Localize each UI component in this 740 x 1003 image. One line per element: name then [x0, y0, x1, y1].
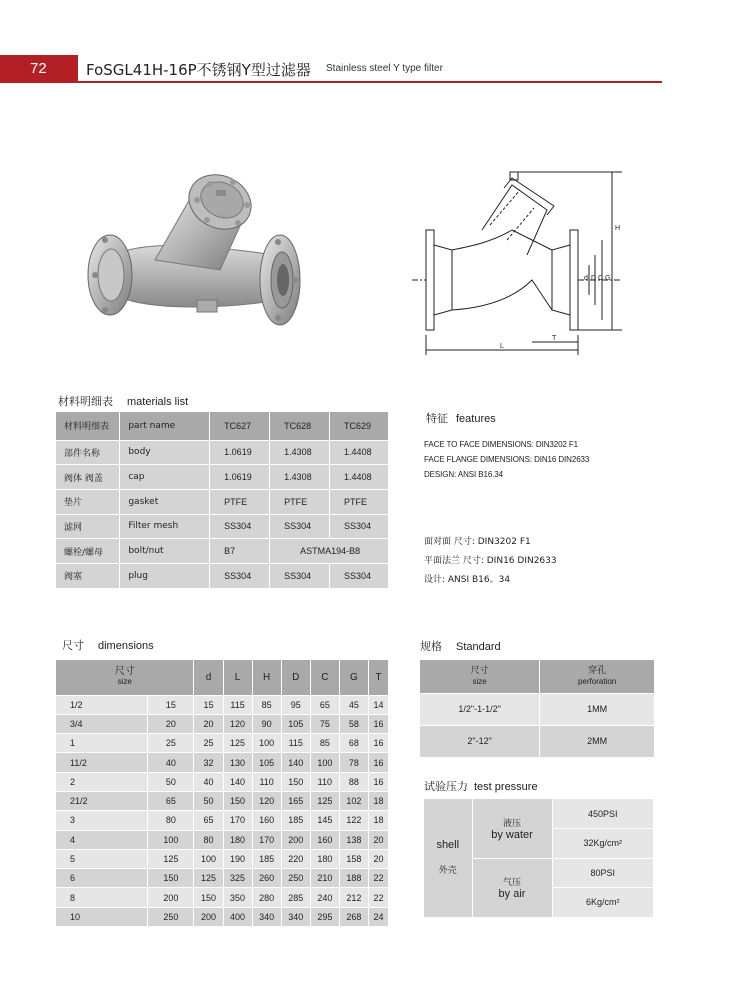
table-header-row: 尺寸 size d L H D C G T: [56, 660, 389, 695]
table-cell: 3: [56, 811, 148, 830]
table-cell: 150: [223, 791, 252, 810]
table-cell: 188: [339, 869, 368, 888]
table-cell: 20: [194, 714, 223, 733]
page-number: 72: [0, 55, 78, 83]
table-cell: 115: [281, 734, 310, 753]
table-cell: 3/4: [56, 714, 148, 733]
standard-table: [420, 660, 655, 758]
table-cell: 20: [148, 714, 194, 733]
feature-line: DESIGN: ANSI B16.34: [424, 470, 504, 479]
standard-title: 规格 Standard: [420, 640, 501, 653]
table-cell: 65: [310, 695, 339, 714]
table-cell: 115: [223, 695, 252, 714]
table-row: 2"-12" 2MM: [420, 725, 655, 757]
table-cell: 10: [56, 907, 148, 926]
table-cell: 180: [223, 830, 252, 849]
table-cell: 125: [148, 849, 194, 868]
table-cell: 200: [148, 888, 194, 907]
table-cell: 125: [310, 791, 339, 810]
table-cell: 140: [281, 753, 310, 772]
table-cell: 16: [368, 714, 388, 733]
table-header-row: 材料明细表 part name TC627 TC628 TC629: [56, 412, 389, 440]
table-cell: 165: [281, 791, 310, 810]
table-cell: 240: [310, 888, 339, 907]
dim-label-d-upper: D: [591, 275, 597, 282]
table-row: 6Kg/cm²: [424, 888, 654, 918]
header-rule: [78, 81, 662, 83]
table-cell: 2: [56, 772, 148, 791]
table-cell: 25: [148, 734, 194, 753]
table-cell: 68: [339, 734, 368, 753]
table-cell: 122: [339, 811, 368, 830]
table-cell: 110: [252, 772, 281, 791]
table-cell: 80: [148, 811, 194, 830]
table-cell: 100: [252, 734, 281, 753]
page-header: [0, 55, 662, 83]
table-row: [56, 869, 389, 888]
table-cell: 65: [148, 791, 194, 810]
table-cell: 145: [310, 811, 339, 830]
table-row: 32Kg/cm²: [424, 829, 654, 859]
table-row: [56, 734, 389, 753]
table-cell: 158: [339, 849, 368, 868]
table-row: [56, 888, 389, 907]
table-row: 部件名称 body 1.0619 1.4308 1.4408: [56, 440, 389, 465]
table-cell: 1/2: [56, 695, 148, 714]
table-cell: 100: [310, 753, 339, 772]
table-cell: 185: [281, 811, 310, 830]
dimensions-title: 尺寸 dimensions: [62, 639, 154, 652]
table-row: 1/2"-1-1/2" 1MM: [420, 693, 655, 725]
table-cell: 21/2: [56, 791, 148, 810]
table-cell: 85: [252, 695, 281, 714]
table-row: 气压 by air 80PSI: [424, 858, 654, 888]
table-row: shell 外壳 液压 by water 450PSI: [424, 799, 654, 829]
dim-label-t: T: [552, 335, 557, 342]
table-cell: 340: [252, 907, 281, 926]
table-cell: 14: [368, 695, 388, 714]
table-cell: 170: [223, 811, 252, 830]
table-cell: 120: [252, 791, 281, 810]
table-cell: 325: [223, 869, 252, 888]
table-cell: 15: [194, 695, 223, 714]
table-cell: 110: [310, 772, 339, 791]
table-cell: 20: [368, 849, 388, 868]
table-cell: 285: [281, 888, 310, 907]
table-cell: 185: [252, 849, 281, 868]
table-cell: 22: [368, 888, 388, 907]
table-cell: 18: [368, 791, 388, 810]
table-cell: 120: [223, 714, 252, 733]
table-cell: 22: [368, 869, 388, 888]
table-row: [56, 811, 389, 830]
table-row: [56, 849, 389, 868]
product-photo: [85, 160, 310, 345]
table-cell: 100: [194, 849, 223, 868]
materials-table: [56, 412, 389, 589]
dim-label-h: H: [615, 225, 621, 232]
features-title: 特征 features: [426, 412, 496, 425]
materials-title: 材料明细表 materials list: [58, 395, 189, 408]
table-row: [56, 907, 389, 926]
table-cell: 65: [194, 811, 223, 830]
table-cell: 85: [310, 734, 339, 753]
test-pressure-table: [424, 799, 654, 918]
table-cell: 200: [194, 907, 223, 926]
table-cell: 8: [56, 888, 148, 907]
table-cell: 20: [368, 830, 388, 849]
table-row: 滤网 Filter mesh SS304 SS304 SS304: [56, 514, 389, 539]
table-cell: 95: [281, 695, 310, 714]
table-cell: 16: [368, 734, 388, 753]
table-cell: 25: [194, 734, 223, 753]
table-cell: 260: [252, 869, 281, 888]
table-cell: 220: [281, 849, 310, 868]
table-cell: 100: [148, 830, 194, 849]
table-row: 螺栓/螺母 bolt/nut B7 ASTMA194-B8: [56, 539, 389, 564]
dim-label-g: G: [605, 275, 611, 282]
table-cell: 212: [339, 888, 368, 907]
table-cell: 40: [194, 772, 223, 791]
table-cell: 18: [368, 811, 388, 830]
feature-line-cn: 面对面 尺寸: DIN3202 F1: [424, 537, 531, 547]
table-cell: 190: [223, 849, 252, 868]
table-cell: 250: [148, 907, 194, 926]
page-title: FoSGL41H-16P不锈钢Y型过滤器: [86, 61, 311, 79]
table-cell: 5: [56, 849, 148, 868]
table-cell: 75: [310, 714, 339, 733]
table-header-row: 尺寸 size 穿孔 perforation: [420, 660, 655, 693]
table-row: [56, 772, 389, 791]
table-cell: 150: [194, 888, 223, 907]
table-cell: 140: [223, 772, 252, 791]
dimensions-table: [56, 660, 389, 927]
table-cell: 150: [281, 772, 310, 791]
feature-line-cn: 设计: ANSI B16。34: [424, 575, 511, 585]
test-pressure-title: 试验压力 test pressure: [424, 780, 538, 793]
table-cell: 268: [339, 907, 368, 926]
table-cell: 350: [223, 888, 252, 907]
table-cell: 88: [339, 772, 368, 791]
table-cell: 105: [281, 714, 310, 733]
dim-label-c: C: [598, 275, 604, 282]
table-row: 垫片 gasket PTFE PTFE PTFE: [56, 489, 389, 514]
table-cell: 11/2: [56, 753, 148, 772]
dim-label-d-lower: d: [584, 275, 588, 282]
table-cell: 90: [252, 714, 281, 733]
table-cell: 45: [339, 695, 368, 714]
technical-drawing: [412, 170, 632, 360]
table-cell: 160: [252, 811, 281, 830]
feature-line: FACE FLANGE DIMENSIONS: DIN16 DIN2633: [424, 455, 590, 464]
table-cell: 125: [194, 869, 223, 888]
table-cell: 170: [252, 830, 281, 849]
table-cell: 1: [56, 734, 148, 753]
table-cell: 32: [194, 753, 223, 772]
table-cell: 6: [56, 869, 148, 888]
table-cell: 16: [368, 753, 388, 772]
table-cell: 210: [310, 869, 339, 888]
table-cell: 78: [339, 753, 368, 772]
table-cell: 58: [339, 714, 368, 733]
table-row: [56, 695, 389, 714]
table-row: [56, 791, 389, 810]
table-cell: 200: [281, 830, 310, 849]
table-cell: 102: [339, 791, 368, 810]
page-subtitle: Stainless steel Y type filter: [326, 63, 443, 74]
table-cell: 280: [252, 888, 281, 907]
table-cell: 50: [148, 772, 194, 791]
table-cell: 80: [194, 830, 223, 849]
table-cell: 130: [223, 753, 252, 772]
feature-line: FACE TO FACE DIMENSIONS: DIN3202 F1: [424, 440, 579, 449]
feature-line-cn: 平面法兰 尺寸: DIN16 DIN2633: [424, 556, 557, 566]
table-cell: 16: [368, 772, 388, 791]
table-cell: 125: [223, 734, 252, 753]
table-cell: 340: [281, 907, 310, 926]
table-cell: 180: [310, 849, 339, 868]
table-cell: 400: [223, 907, 252, 926]
table-cell: 150: [148, 869, 194, 888]
table-cell: 24: [368, 907, 388, 926]
table-cell: 15: [148, 695, 194, 714]
table-row: 阀体 阀盖 cap 1.0619 1.4308 1.4408: [56, 465, 389, 490]
dim-label-l: L: [500, 343, 504, 350]
table-cell: 250: [281, 869, 310, 888]
table-cell: 50: [194, 791, 223, 810]
table-cell: 4: [56, 830, 148, 849]
table-cell: 160: [310, 830, 339, 849]
table-row: [56, 830, 389, 849]
table-cell: 138: [339, 830, 368, 849]
table-cell: 295: [310, 907, 339, 926]
table-row: [56, 753, 389, 772]
table-row: 阀塞 plug SS304 SS304 SS304: [56, 563, 389, 588]
table-cell: 40: [148, 753, 194, 772]
table-cell: 105: [252, 753, 281, 772]
table-row: [56, 714, 389, 733]
